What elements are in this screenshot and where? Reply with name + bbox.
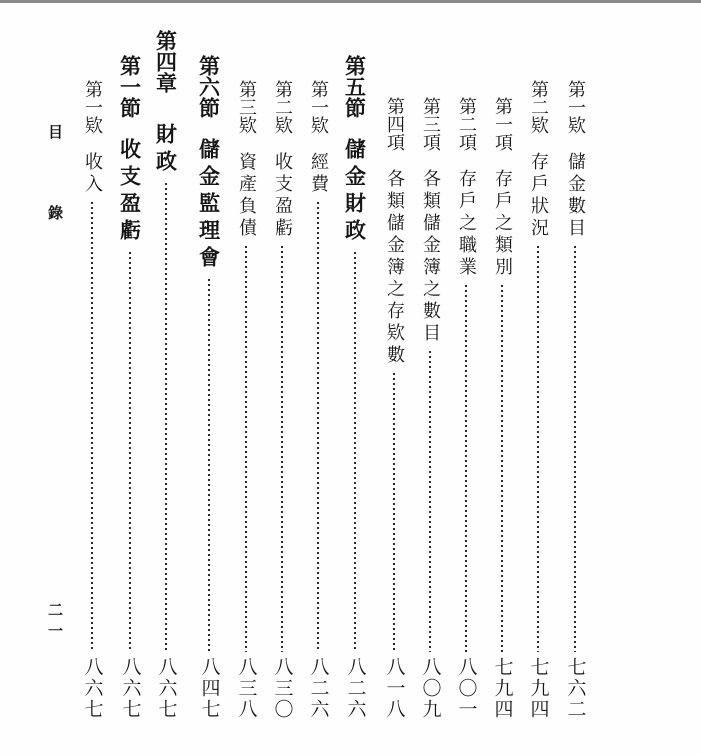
- toc-section-heading: [195, 55, 223, 720]
- entry-page-number: 八六七: [81, 657, 104, 720]
- entry-title: 經費: [308, 152, 329, 196]
- entry-title: 收支盈虧: [272, 152, 293, 240]
- entry-label: 第一欵: [565, 80, 586, 134]
- dot-leader: [574, 246, 576, 652]
- entry-page-number: 七九四: [527, 657, 550, 720]
- entry-title: 資產負債: [236, 152, 257, 240]
- entry-page-number: 七九四: [491, 657, 514, 720]
- scan-top-edge: [0, 0, 701, 3]
- entry-label: 第三項: [420, 97, 441, 151]
- entry-label: 第一欵: [308, 80, 329, 134]
- dot-leader: [129, 252, 131, 652]
- section-title: 儲金財政: [342, 138, 368, 246]
- entry-page-number: 八三〇: [271, 657, 294, 720]
- entry-title: 存戶之類別: [492, 169, 513, 279]
- running-head-char: 目: [46, 124, 64, 139]
- section-title: 儲金監理會: [196, 138, 222, 273]
- entry-title: 各類儲金簿之存欵數: [384, 169, 405, 367]
- toc-entry: [79, 80, 105, 720]
- section-label: 第一節: [117, 55, 143, 118]
- dot-leader: [465, 285, 467, 652]
- dot-leader: [245, 246, 247, 652]
- entry-page-number: 八六七: [155, 657, 178, 720]
- section-label: 第六節: [196, 55, 222, 118]
- entry-title: 存戶狀況: [528, 152, 549, 240]
- entry-label: 第二欵: [272, 80, 293, 134]
- entry-label: 第一項: [492, 97, 513, 151]
- dot-leader: [281, 246, 283, 652]
- entry-label: 第三欵: [236, 80, 257, 134]
- entry-page-number: 八二六: [307, 657, 330, 720]
- toc-section-heading: [341, 55, 369, 720]
- dot-leader: [91, 202, 93, 652]
- toc-entry: [381, 97, 407, 720]
- entry-title: 收入: [82, 152, 103, 196]
- toc-chapter-heading: [152, 30, 180, 720]
- entry-page-number: 八〇一: [455, 657, 478, 720]
- entry-label: 第二項: [456, 97, 477, 151]
- chapter-label: 第四章: [153, 30, 179, 93]
- entry-page-number: 八六七: [119, 657, 142, 720]
- dot-leader: [393, 373, 395, 652]
- toc-entry: [269, 80, 295, 720]
- dot-leader: [317, 202, 319, 652]
- entry-page-number: 八二六: [344, 657, 367, 720]
- dot-leader: [208, 279, 210, 652]
- entry-page-number: 八三八: [235, 657, 258, 720]
- dot-leader: [354, 252, 356, 652]
- entry-label: 第二欵: [528, 80, 549, 134]
- entry-title: 儲金數目: [565, 152, 586, 240]
- toc-entry: [525, 80, 551, 720]
- entry-page-number: 七六二: [564, 657, 587, 720]
- toc-entry: [305, 80, 331, 720]
- page-number: 二一: [46, 602, 64, 644]
- toc-section-heading: [116, 55, 144, 720]
- entry-title: 存戶之職業: [456, 169, 477, 279]
- entry-label: 第四項: [384, 97, 405, 151]
- entry-page-number: 八〇九: [419, 657, 442, 720]
- toc-entry: [417, 97, 443, 720]
- section-label: 第五節: [342, 55, 368, 118]
- entry-label: 第一欵: [82, 80, 103, 134]
- toc-entry: [233, 80, 259, 720]
- dot-leader: [429, 351, 431, 652]
- toc-entry: [489, 97, 515, 720]
- toc-entry: [453, 97, 479, 720]
- dot-leader: [501, 285, 503, 652]
- entry-page-number: 八一八: [383, 657, 406, 720]
- section-title: 收支盈虧: [117, 138, 143, 246]
- chapter-title: 財政: [153, 123, 179, 177]
- toc-entry: [562, 80, 588, 720]
- running-head-char: 錄: [46, 205, 64, 220]
- dot-leader: [537, 246, 539, 652]
- dot-leader: [165, 183, 167, 652]
- entry-page-number: 八四七: [198, 657, 221, 720]
- entry-title: 各類儲金簿之數目: [420, 169, 441, 345]
